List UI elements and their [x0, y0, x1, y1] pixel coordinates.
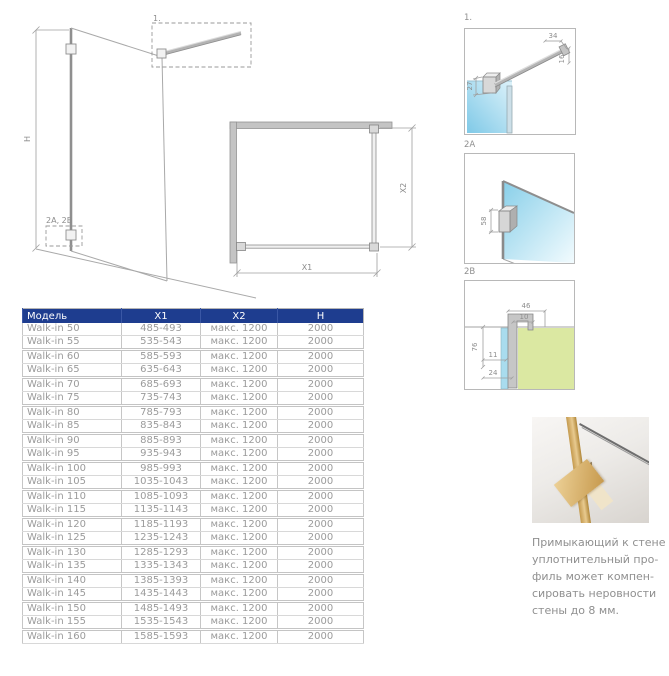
- wall-note-line: стены до 8 мм.: [532, 604, 620, 617]
- glass-edge-line: [582, 427, 649, 466]
- col-header-model: Модель: [23, 309, 122, 324]
- x2-cell: макс. 1200: [201, 602, 278, 616]
- table-row: [23, 588, 364, 602]
- x1-cell: 785-793: [122, 406, 201, 420]
- detail1-callout-label: 1.: [153, 14, 161, 23]
- x1-cell: 1085-1093: [122, 490, 201, 504]
- support-bar-plan: [372, 129, 376, 246]
- x1-cell: 1435-1443: [122, 588, 201, 602]
- model-cell: Walk-in 75: [23, 392, 122, 406]
- model-cell: Walk-in 90: [23, 434, 122, 448]
- h-cell: 2000: [278, 630, 364, 644]
- table-row: [23, 476, 364, 490]
- table-row: [23, 504, 364, 518]
- detail2-callout-label: 2A, 2B: [46, 216, 73, 225]
- table-row: [23, 392, 364, 406]
- upper-wall-bracket: [66, 44, 76, 54]
- x2-dimension-label: X2: [399, 182, 408, 194]
- support-bar: [157, 31, 241, 58]
- model-cell: Walk-in 60: [23, 350, 122, 364]
- table-row: [23, 420, 364, 434]
- x2-cell: макс. 1200: [201, 546, 278, 560]
- table-row: [23, 560, 364, 574]
- dim-11-label: 11: [488, 351, 498, 359]
- dim-46-label: 46: [521, 302, 531, 310]
- dim-34-label: 34: [548, 32, 558, 40]
- x1-cell: 1235-1243: [122, 532, 201, 546]
- detail1-box: [464, 28, 576, 135]
- size-table-body: [23, 323, 364, 644]
- detail2a-drawing: [465, 154, 574, 263]
- h-cell: 2000: [278, 420, 364, 434]
- x2-cell: макс. 1200: [201, 630, 278, 644]
- main-perspective-diagram: [23, 14, 256, 298]
- h-cell: 2000: [278, 392, 364, 406]
- x2-cell: макс. 1200: [201, 560, 278, 574]
- x2-cell: макс. 1200: [201, 406, 278, 420]
- col-header-h: H: [278, 309, 364, 324]
- wall-note: [532, 534, 668, 619]
- x2-cell: макс. 1200: [201, 364, 278, 378]
- wall-profile-photo: [532, 417, 649, 523]
- model-cell: Walk-in 85: [23, 420, 122, 434]
- table-row: [23, 323, 364, 336]
- model-cell: Walk-in 125: [23, 532, 122, 546]
- bar-glass-clamp: [370, 243, 379, 251]
- h-cell: 2000: [278, 574, 364, 588]
- x1-cell: 535-543: [122, 336, 201, 350]
- detail2b-box: [464, 280, 575, 390]
- col-header-x2: X2: [201, 309, 278, 324]
- x2-cell: макс. 1200: [201, 323, 278, 336]
- dim-24-label: 24: [488, 369, 498, 377]
- dim-58-label: 58: [480, 216, 488, 226]
- table-row: [23, 518, 364, 532]
- x1-cell: 885-893: [122, 434, 201, 448]
- h-cell: 2000: [278, 406, 364, 420]
- table-row: [23, 336, 364, 350]
- x1-cell: 1035-1043: [122, 476, 201, 490]
- h-cell: 2000: [278, 504, 364, 518]
- wall-note-line: филь может компен-: [532, 570, 654, 583]
- x1-cell: 735-743: [122, 392, 201, 406]
- h-cell: 2000: [278, 462, 364, 476]
- model-cell: Walk-in 105: [23, 476, 122, 490]
- table-row: [23, 490, 364, 504]
- detail2b-drawing: [465, 281, 574, 389]
- x2-cell: макс. 1200: [201, 518, 278, 532]
- table-row: [23, 448, 364, 462]
- wall-note-line: сировать неровности: [532, 587, 657, 600]
- x2-cell: макс. 1200: [201, 490, 278, 504]
- h-cell: 2000: [278, 323, 364, 336]
- side-wall: [230, 122, 237, 263]
- model-cell: Walk-in 70: [23, 378, 122, 392]
- x1-cell: 1285-1293: [122, 546, 201, 560]
- x1-cell: 685-693: [122, 378, 201, 392]
- x1-cell: 1585-1593: [122, 630, 201, 644]
- x2-cell: макс. 1200: [201, 434, 278, 448]
- h-cell: 2000: [278, 490, 364, 504]
- detail2a-box: [464, 153, 575, 264]
- h-cell: 2000: [278, 602, 364, 616]
- model-cell: Walk-in 160: [23, 630, 122, 644]
- model-cell: Walk-in 135: [23, 560, 122, 574]
- glass-edge: [507, 86, 512, 133]
- table-row: [23, 602, 364, 616]
- x2-cell: макс. 1200: [201, 420, 278, 434]
- model-cell: Walk-in 65: [23, 364, 122, 378]
- x1-dimension-label: X1: [301, 263, 313, 272]
- x1-cell: 1535-1543: [122, 616, 201, 630]
- model-cell: Walk-in 50: [23, 323, 122, 336]
- x2-cell: макс. 1200: [201, 378, 278, 392]
- model-cell: Walk-in 130: [23, 546, 122, 560]
- table-row: [23, 462, 364, 476]
- h-cell: 2000: [278, 434, 364, 448]
- detail1-drawing: [465, 29, 575, 134]
- bar-wall-clamp: [370, 125, 379, 133]
- model-cell: Walk-in 150: [23, 602, 122, 616]
- x2-cell: макс. 1200: [201, 532, 278, 546]
- glass-panel-plan: [237, 245, 378, 248]
- table-row: [23, 364, 364, 378]
- h-cell: 2000: [278, 518, 364, 532]
- model-cell: Walk-in 100: [23, 462, 122, 476]
- x1-cell: 585-593: [122, 350, 201, 364]
- detail2a-title: 2A: [464, 140, 476, 150]
- x1-cell: 635-643: [122, 364, 201, 378]
- table-row: [23, 616, 364, 630]
- h-cell: 2000: [278, 364, 364, 378]
- detail2b-title: 2B: [464, 267, 476, 277]
- model-cell: Walk-in 55: [23, 336, 122, 350]
- dim-76-label: 76: [471, 342, 479, 352]
- size-table: [22, 308, 364, 644]
- support-bar-section: [495, 44, 570, 87]
- glass-bracket: [499, 206, 517, 232]
- h-cell: 2000: [278, 336, 364, 350]
- wall-section: [518, 328, 574, 389]
- detail1-title: 1.: [464, 13, 473, 23]
- model-cell: Walk-in 145: [23, 588, 122, 602]
- x1-cell: 985-993: [122, 462, 201, 476]
- h-cell: 2000: [278, 546, 364, 560]
- x2-cell: макс. 1200: [201, 504, 278, 518]
- table-row: [23, 378, 364, 392]
- lower-wall-bracket: [66, 230, 76, 240]
- wall-note-line: Примыкающий к стене: [532, 536, 666, 549]
- h-cell: 2000: [278, 448, 364, 462]
- glass-panel: [71, 28, 167, 281]
- table-row: [23, 574, 364, 588]
- wall-note-line: уплотнительный про-: [532, 553, 659, 566]
- x1-cell: 935-943: [122, 448, 201, 462]
- x1-cell: 1335-1343: [122, 560, 201, 574]
- plan-view-diagram: [230, 122, 416, 277]
- size-table-header: [23, 309, 364, 324]
- table-row: [23, 350, 364, 364]
- x2-cell: макс. 1200: [201, 462, 278, 476]
- model-cell: Walk-in 80: [23, 406, 122, 420]
- x2-cell: макс. 1200: [201, 616, 278, 630]
- table-row: [23, 406, 364, 420]
- dim-10-label: 10: [519, 313, 529, 321]
- h-cell: 2000: [278, 378, 364, 392]
- x1-cell: 1385-1393: [122, 574, 201, 588]
- table-row: [23, 630, 364, 644]
- table-row: [23, 434, 364, 448]
- x1-cell: 1485-1493: [122, 602, 201, 616]
- model-cell: Walk-in 120: [23, 518, 122, 532]
- table-row: [23, 532, 364, 546]
- table-row: [23, 546, 364, 560]
- h-cell: 2000: [278, 560, 364, 574]
- model-cell: Walk-in 140: [23, 574, 122, 588]
- dim-16-label: 16: [558, 54, 566, 64]
- h-cell: 2000: [278, 532, 364, 546]
- model-cell: Walk-in 110: [23, 490, 122, 504]
- model-cell: Walk-in 115: [23, 504, 122, 518]
- x1-cell: 1135-1143: [122, 504, 201, 518]
- h-cell: 2000: [278, 616, 364, 630]
- detail2-callout-box: [46, 226, 82, 246]
- h-dimension-label: H: [23, 135, 32, 143]
- model-cell: Walk-in 155: [23, 616, 122, 630]
- x1-cell: 835-843: [122, 420, 201, 434]
- technical-drawings: [0, 0, 460, 300]
- x2-cell: макс. 1200: [201, 476, 278, 490]
- x2-cell: макс. 1200: [201, 588, 278, 602]
- x1-cell: 485-493: [122, 323, 201, 336]
- x2-cell: макс. 1200: [201, 574, 278, 588]
- h-cell: 2000: [278, 350, 364, 364]
- back-wall: [230, 122, 392, 129]
- x2-cell: макс. 1200: [201, 350, 278, 364]
- dim-27-label: 27: [466, 81, 474, 91]
- x1-cell: 1185-1193: [122, 518, 201, 532]
- x2-cell: макс. 1200: [201, 448, 278, 462]
- h-cell: 2000: [278, 588, 364, 602]
- col-header-x1: X1: [122, 309, 201, 324]
- model-cell: Walk-in 95: [23, 448, 122, 462]
- x2-cell: макс. 1200: [201, 336, 278, 350]
- x2-cell: макс. 1200: [201, 392, 278, 406]
- wall-profile-plan: [237, 243, 246, 251]
- h-cell: 2000: [278, 476, 364, 490]
